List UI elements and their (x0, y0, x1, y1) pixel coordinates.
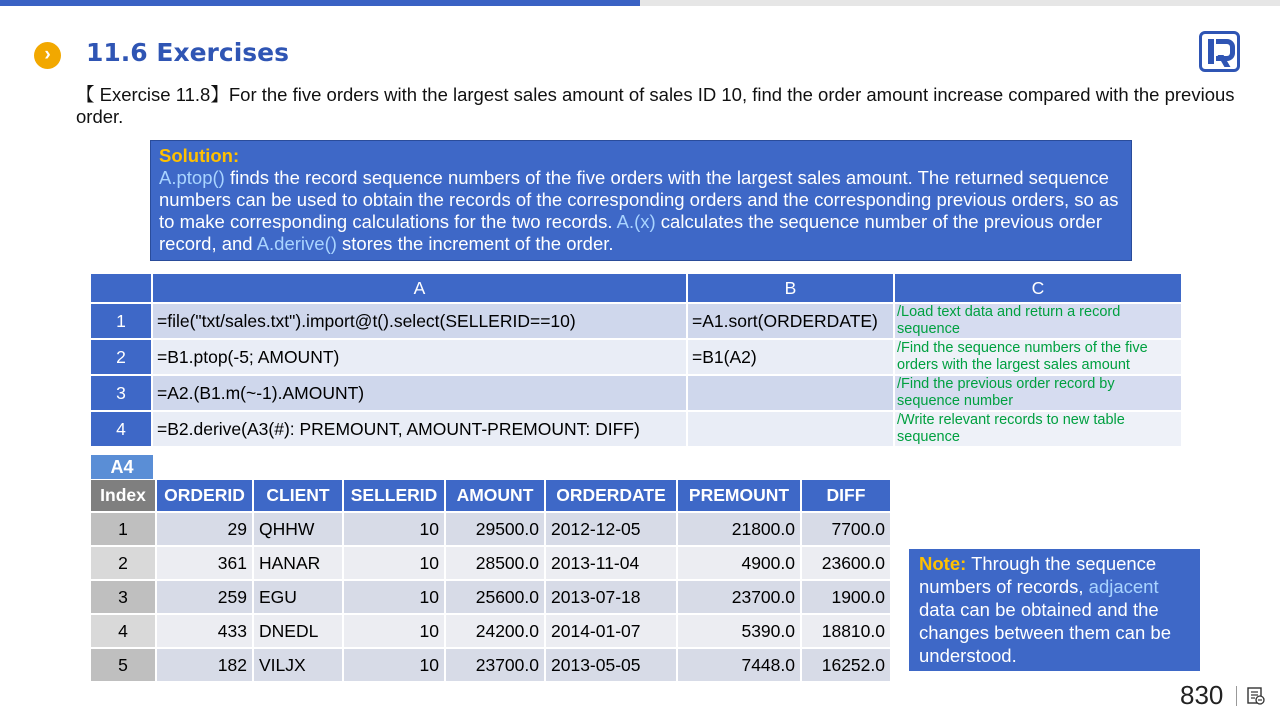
code-corner-cell[interactable] (91, 274, 151, 302)
result-header-orderdate: ORDERDATE (546, 480, 676, 511)
result-cell-amount: 25600.0 (446, 581, 544, 613)
solution-text-1: finds the record sequence numbers of the five orders with the largest sales amount. The returned sequence numbers can be used to obtain the records of the corresponding orders and the corresponding previous orders, so as to make corresponding calculations for the two records. (159, 167, 1119, 232)
solution-text-3: stores the increment of the order. (336, 233, 614, 254)
solution-box (150, 140, 1132, 261)
code-cell-b3[interactable] (688, 376, 893, 410)
result-header-orderid: ORDERID (157, 480, 252, 511)
code-cell-a1[interactable]: =file("txt/sales.txt").import@t().select(SELLERID==10) (153, 304, 686, 338)
code-row-number[interactable]: 4 (91, 412, 151, 446)
note-text-2: data can be obtained and the changes between them can be understood. (919, 599, 1171, 666)
result-header-index: Index (91, 480, 155, 511)
result-cell-premount: 21800.0 (678, 513, 800, 545)
note-keyword: adjacent (1088, 576, 1159, 597)
note-heading: Note: (919, 553, 967, 574)
code-row (91, 412, 1181, 446)
result-cell-orderid: 361 (157, 547, 252, 579)
table-row (91, 649, 890, 681)
code-cell-c2[interactable]: /Find the sequence numbers of the five orders with the largest sales amount (895, 340, 1181, 374)
table-row (91, 581, 890, 613)
logo-r-icon (1199, 31, 1240, 72)
note-text-1: Through the sequence numbers of records, (919, 553, 1157, 597)
code-col-header-b[interactable]: B (688, 274, 893, 302)
result-header-amount: AMOUNT (446, 480, 544, 511)
result-cell-premount: 5390.0 (678, 615, 800, 647)
table-row (91, 615, 890, 647)
result-cell-amount: 29500.0 (446, 513, 544, 545)
solution-keyword-ptop: A.ptop() (159, 167, 225, 188)
code-cell-b2[interactable]: =B1(A2) (688, 340, 893, 374)
result-cell-sellerid: 10 (344, 547, 444, 579)
top-bar-accent (0, 0, 640, 6)
result-table (89, 478, 892, 683)
code-grid (89, 272, 1183, 448)
exercise-text: 【 Exercise 11.8】For the five orders with the largest sales amount of sales ID 10, find the order amount increase compared with the previous order. (76, 84, 1235, 127)
solution-keyword-x: A.(x) (616, 211, 656, 232)
code-row (91, 304, 1181, 338)
code-cell-b4[interactable] (688, 412, 893, 446)
code-cell-b1[interactable]: =A1.sort(ORDERDATE) (688, 304, 893, 338)
result-cell-orderid: 259 (157, 581, 252, 613)
top-bar-track (640, 0, 1280, 6)
result-cell-orderid: 182 (157, 649, 252, 681)
result-cell-amount: 28500.0 (446, 547, 544, 579)
result-cell-sellerid: 10 (344, 581, 444, 613)
page-number: 830 (1180, 680, 1224, 710)
result-cell-diff: 23600.0 (802, 547, 890, 579)
page-title: 11.6 Exercises (86, 38, 289, 67)
result-cell-index: 2 (91, 547, 155, 579)
result-cell-index: 4 (91, 615, 155, 647)
result-header-premount: PREMOUNT (678, 480, 800, 511)
code-cell-a2[interactable]: =B1.ptop(-5; AMOUNT) (153, 340, 686, 374)
code-row (91, 340, 1181, 374)
solution-text-2: calculates the sequence number of the previous order record, and (159, 211, 1102, 254)
result-cell-client: QHHW (254, 513, 342, 545)
notes-icon[interactable] (1247, 687, 1265, 705)
code-row-number[interactable]: 1 (91, 304, 151, 338)
result-cell-orderdate: 2013-07-18 (546, 581, 676, 613)
code-cell-c4[interactable]: /Write relevant records to new table sequence (895, 412, 1181, 446)
footer-divider (1236, 686, 1237, 706)
result-cell-orderdate: 2012-12-05 (546, 513, 676, 545)
table-row (91, 513, 890, 545)
code-cell-c3[interactable]: /Find the previous order record by sequence number (895, 376, 1181, 410)
code-row-number[interactable]: 2 (91, 340, 151, 374)
code-cell-a4[interactable]: =B2.derive(A3(#): PREMOUNT, AMOUNT-PREMOUNT: DIFF) (153, 412, 686, 446)
result-header-row (91, 480, 890, 511)
result-cell-diff: 1900.0 (802, 581, 890, 613)
result-cell-index: 5 (91, 649, 155, 681)
result-cell-premount: 7448.0 (678, 649, 800, 681)
result-cell-orderdate: 2013-11-04 (546, 547, 676, 579)
result-cell-diff: 7700.0 (802, 513, 890, 545)
code-cell-c1[interactable]: /Load text data and return a record sequence (895, 304, 1181, 338)
result-cell-diff: 16252.0 (802, 649, 890, 681)
code-header-row (91, 274, 1181, 302)
result-header-client: CLIENT (254, 480, 342, 511)
code-row-number[interactable]: 3 (91, 376, 151, 410)
result-cell-orderdate: 2014-01-07 (546, 615, 676, 647)
code-row (91, 376, 1181, 410)
result-cell-client: HANAR (254, 547, 342, 579)
solution-heading: Solution: (159, 145, 240, 166)
result-cell-tag: A4 (91, 455, 153, 479)
result-cell-premount: 4900.0 (678, 547, 800, 579)
code-col-header-c[interactable]: C (895, 274, 1181, 302)
result-cell-amount: 24200.0 (446, 615, 544, 647)
result-cell-client: DNEDL (254, 615, 342, 647)
note-box (909, 549, 1200, 671)
result-cell-client: EGU (254, 581, 342, 613)
result-cell-orderid: 29 (157, 513, 252, 545)
result-header-sellerid: SELLERID (344, 480, 444, 511)
result-cell-premount: 23700.0 (678, 581, 800, 613)
result-cell-index: 1 (91, 513, 155, 545)
result-cell-sellerid: 10 (344, 615, 444, 647)
result-cell-client: VILJX (254, 649, 342, 681)
result-cell-sellerid: 10 (344, 513, 444, 545)
result-header-diff: DIFF (802, 480, 890, 511)
table-row (91, 547, 890, 579)
result-cell-sellerid: 10 (344, 649, 444, 681)
code-cell-a3[interactable]: =A2.(B1.m(~-1).AMOUNT) (153, 376, 686, 410)
chevron-right-icon: › (34, 42, 61, 69)
solution-keyword-derive: A.derive() (256, 233, 337, 254)
result-cell-orderid: 433 (157, 615, 252, 647)
result-cell-index: 3 (91, 581, 155, 613)
code-col-header-a[interactable]: A (153, 274, 686, 302)
result-cell-diff: 18810.0 (802, 615, 890, 647)
result-cell-amount: 23700.0 (446, 649, 544, 681)
result-cell-orderdate: 2013-05-05 (546, 649, 676, 681)
